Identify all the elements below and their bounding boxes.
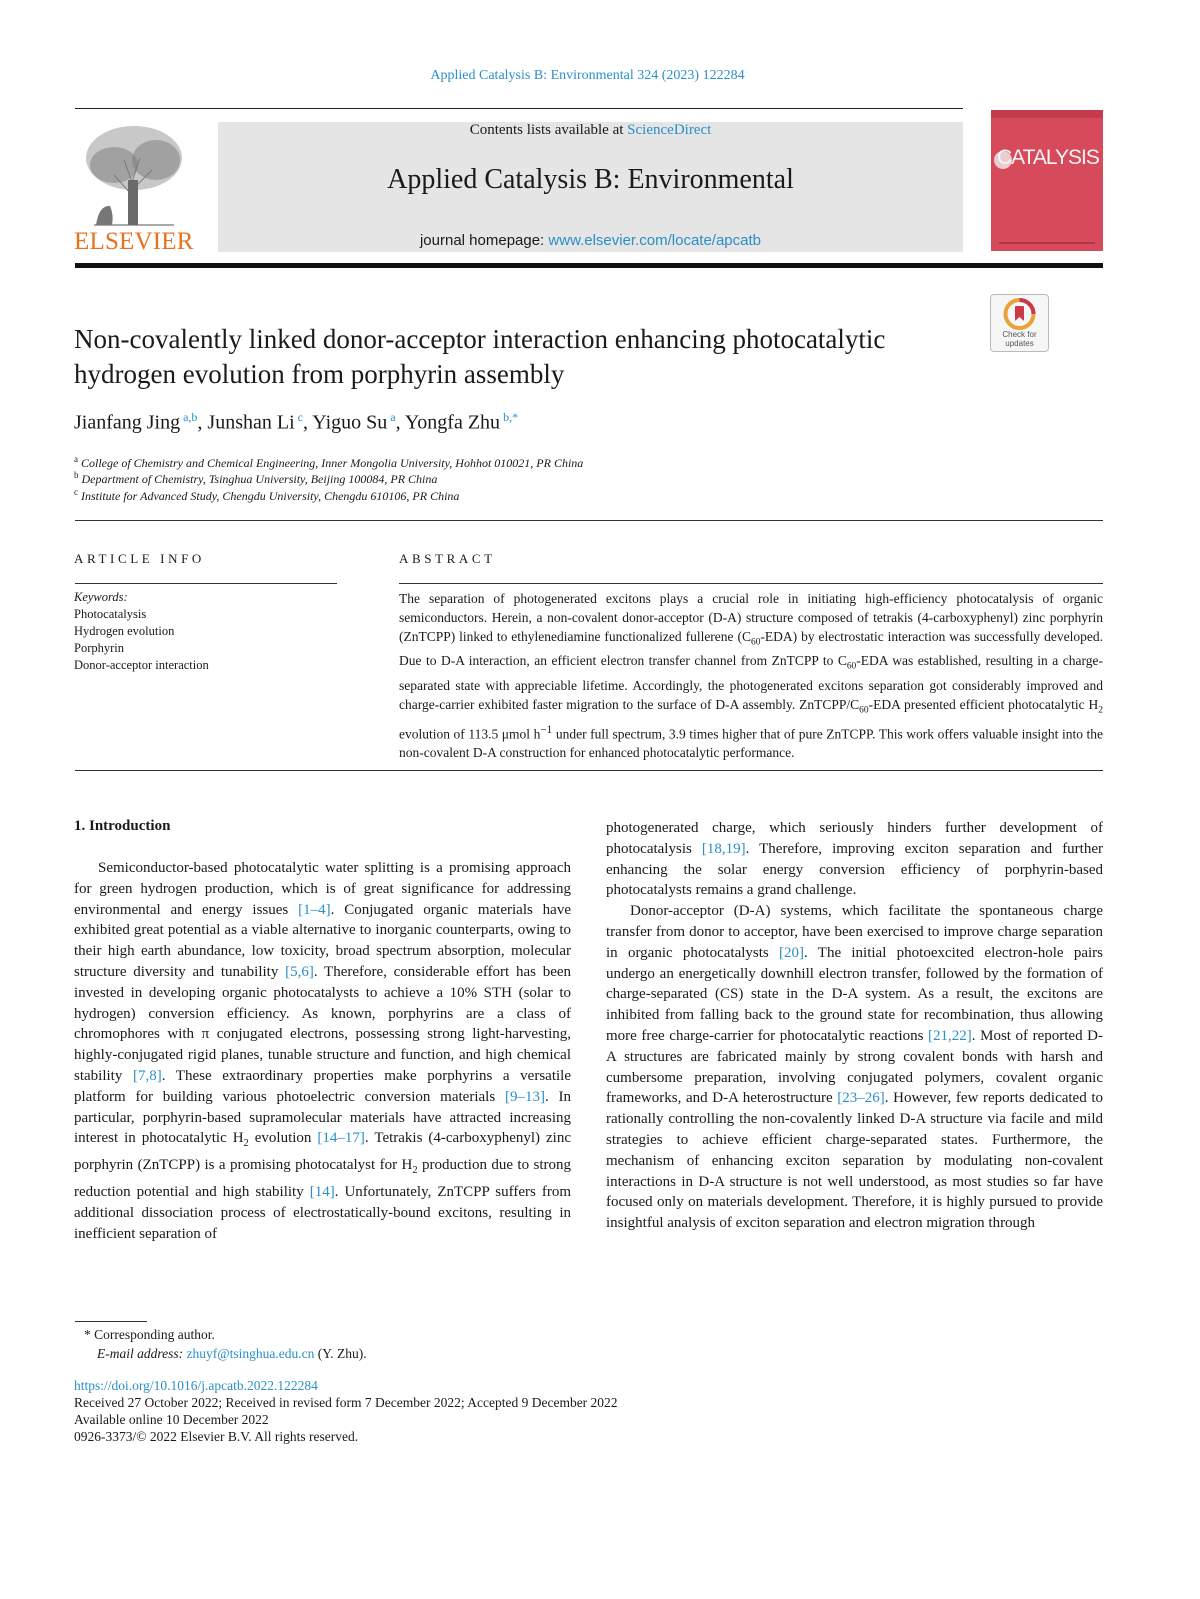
left-column	[74, 858, 571, 1244]
text-segment: . These extraordinary properties make porphyrins a versatile platform for building various photoelectric conversion materials	[74, 1067, 571, 1105]
author-list	[74, 410, 518, 435]
copyright: 0926-3373/© 2022 Elsevier B.V. All rights reserved.	[74, 1429, 359, 1444]
homepage-line	[218, 232, 963, 249]
affiliation-key: a	[74, 454, 78, 464]
cover-art-icon	[991, 110, 1103, 251]
received-dates: Received 27 October 2022; Received in revised form 7 December 2022; Accepted 9 December 2022	[74, 1395, 618, 1410]
contents-line	[218, 122, 963, 139]
text-segment: . Therefore, considerable effort has been invested in developing organic photocatalysts to achieve a 10% STH (solar to hydrogen) conversion efficiency. As known, porphyrins are a class of chromophores with π conjugated electrons, possessing strong light-harvesting, highly-conjugated rigid planes, tunable structure and function, and high chemical stability	[74, 963, 572, 1084]
article-meta	[74, 1377, 618, 1445]
keyword: Donor-acceptor interaction	[74, 658, 209, 672]
text-segment: Semiconductor-based photocatalytic water splitting is a promising approach for green hydrogen production, which is of great significance for addressing environmental and energy issues	[74, 860, 571, 918]
affiliation-key: b	[74, 470, 79, 480]
abstract-heading: ABSTRACT	[399, 551, 496, 566]
body-paragraph	[74, 858, 571, 1244]
abstract-segment: -EDA was established, resulting in a charge-separated state with appreciable lifetime. Accordingly, the photogenerated excitons separation got considerably improved and charge-carrier exhibited faster migration to the surface of D-A assembly. ZnTCPP/C	[399, 653, 1103, 712]
affiliation-c	[74, 487, 459, 504]
journal-banner	[218, 122, 963, 252]
article-title	[74, 322, 974, 392]
text-segment: . Conjugated organic materials have exhibited great potential as a viable alternative to inorganic counterparts, owing to their high earth abundance, low toxicity, broad spectrum absorption, molecular structure diversity and tunability	[74, 901, 571, 980]
text-segment: . Unfortunately, ZnTCPP suffers from additional dissociation process of electrostatically-bound excitons, resulting in inefficient separation of	[74, 1183, 571, 1242]
text-segment: . Therefore, improving exciton separation and further enhancing the solar energy conversion efficiency of porphyrin-based photocatalysts remains a grand challenge.	[606, 840, 1103, 899]
author-name[interactable]: Jianfang Jing	[74, 411, 181, 434]
running-head[interactable]: Applied Catalysis B: Environmental 324 (2023) 122284	[430, 68, 745, 83]
abstract-segment: The separation of photogenerated excitons plays a crucial role in initiating high-efficiency photocatalysis of organic semiconductors. Herein, a non-covalent donor-acceptor (D-A) structure composed of tetrakis (4-carboxyphenyl) zinc porphyrin (ZnTCPP) linked to ethylenediamine functionalized fullerene (C	[399, 591, 1103, 644]
citation-link[interactable]: [14]	[309, 1183, 335, 1200]
text-segment: production due to strong reduction potential and high stability	[74, 1157, 571, 1200]
sciencedirect-link[interactable]: ScienceDirect	[627, 122, 712, 138]
article-info-heading: ARTICLE INFO	[74, 551, 205, 566]
author-separator: ,	[395, 411, 405, 434]
author-name[interactable]: Yiguo Su	[312, 411, 388, 434]
available-online: Available online 10 December 2022	[74, 1412, 269, 1427]
abstract-segment: under full spectrum, 3.9 times higher that of pure ZnTCPP. This work offers valuable insight into the non-covalent D-A construction for enhanced photocatalytic performance.	[399, 726, 1104, 760]
homepage-prefix: journal homepage:	[419, 232, 549, 249]
affiliation-text: Institute for Advanced Study, Chengdu University, Chengdu 610106, PR China	[81, 489, 460, 503]
author-affiliation-marker[interactable]: a,b	[180, 410, 198, 424]
abstract-subscript: 60	[846, 662, 857, 673]
abstract-segment: evolution of 113.5 μmol h	[399, 726, 541, 741]
email-suffix: (Y. Zhu).	[314, 1346, 367, 1361]
abstract-rule	[399, 583, 1103, 584]
text-segment: . Tetrakis (4-carboxyphenyl) zinc porphyrin (ZnTCPP) is a promising photocatalyst for H	[74, 1130, 571, 1174]
title-line-1: Non-covalently linked donor-acceptor interaction enhancing photocatalytic	[74, 324, 886, 354]
email-label: E-mail address:	[97, 1346, 187, 1361]
check-for-updates-button[interactable]	[990, 294, 1049, 352]
author-affiliation-marker[interactable]: b,*	[500, 410, 519, 424]
text-segment: evolution	[248, 1130, 318, 1147]
affiliation-text: College of Chemistry and Chemical Engineering, Inner Mongolia University, Hohhot 010021, PR China	[81, 456, 584, 470]
keywords-label: Keywords:	[74, 590, 128, 604]
keyword: Photocatalysis	[74, 607, 147, 621]
citation-link[interactable]: [9–13]	[504, 1088, 545, 1105]
homepage-link[interactable]: www.elsevier.com/locate/apcatb	[548, 232, 762, 249]
corresponding-author-note: * Corresponding author.	[84, 1327, 215, 1342]
citation-link[interactable]: [20]	[779, 944, 805, 961]
cover-title: CATALYSIS	[997, 146, 1099, 169]
footnote-rule	[75, 1321, 147, 1322]
text-segment: . In particular, porphyrin-based supramolecular materials have attracted increasing interest in photocatalytic H	[74, 1088, 571, 1147]
text-segment: Donor-acceptor (D-A) systems, which facilitate the spontaneous charge transfer from donor to acceptor, have been exercised to improve charge separation in organic photocatalysts	[606, 903, 1103, 961]
abstract-segment: -EDA presented efficient photocatalytic H	[868, 696, 1099, 712]
citation-link[interactable]: [14–17]	[317, 1130, 365, 1147]
crossmark-icon	[991, 297, 1048, 333]
citation-link[interactable]: [5,6]	[285, 963, 314, 980]
elsevier-tree-icon	[74, 120, 192, 228]
journal-title: Applied Catalysis B: Environmental	[387, 164, 794, 195]
text-segment: . However, few reports dedicated to rationally controlling the non-covalently linked D-A structure via facile and mild strategies to achieve efficient charge-separated states. Furthermore, the mechanism of enhancing exciton separation by modulating non-covalent interactions in D-A structure is not well understood, as most studies so far have focused only on materials development. Therefore, it is highly pursued to provide insightful analysis of exciton separation and electron migration through	[606, 1090, 1103, 1232]
author-separator: ,	[197, 411, 208, 434]
author-affiliation-marker[interactable]: c	[294, 410, 303, 424]
citation-link[interactable]: [23–26]	[837, 1090, 885, 1107]
doi-link[interactable]: https://doi.org/10.1016/j.apcatb.2022.122284	[74, 1378, 318, 1393]
email-line	[84, 1344, 367, 1363]
author-name[interactable]: Junshan Li	[207, 411, 295, 434]
abstract-segment: -EDA) by electrostatic interaction was successfully developed. Due to D-A interaction, an efficient electron transfer channel from ZnTCPP to C	[399, 628, 1103, 669]
author-name[interactable]: Yongfa Zhu	[404, 411, 501, 434]
divider	[75, 520, 1103, 521]
citation-link[interactable]: [21,22]	[928, 1027, 972, 1044]
body-paragraph	[606, 818, 1103, 901]
keyword: Hydrogen evolution	[74, 624, 175, 638]
citation-link[interactable]: [7,8]	[132, 1067, 162, 1084]
keywords-block	[74, 589, 209, 674]
author-separator: ,	[302, 411, 313, 434]
elsevier-wordmark: ELSEVIER	[74, 228, 194, 255]
contents-prefix: Contents lists available at	[469, 122, 628, 138]
introduction-heading: 1. Introduction	[74, 818, 171, 834]
email-link[interactable]: zhuyf@tsinghua.edu.cn	[186, 1346, 315, 1361]
subscript: 2	[243, 1138, 249, 1150]
text-segment: photogenerated charge, which seriously hinders further development of photocatalysis	[606, 820, 1103, 857]
abstract-subscript: 2	[1098, 705, 1103, 716]
footnote	[84, 1325, 367, 1363]
article-info-rule	[75, 583, 337, 584]
subscript: 2	[412, 1165, 418, 1177]
affiliation-a	[74, 454, 583, 471]
author-affiliation-marker[interactable]: a	[387, 410, 396, 424]
journal-cover[interactable]	[991, 110, 1103, 251]
abstract-superscript: −1	[540, 723, 553, 736]
crossmark-label: Check for updates	[1002, 330, 1037, 348]
keyword: Porphyrin	[74, 641, 124, 655]
header-rule	[75, 108, 963, 109]
abstract-subscript: 60	[859, 705, 869, 716]
abstract-text	[399, 590, 1103, 763]
text-segment: . The initial photoexcited electron-hole pairs undergo an energetically downhill electron transfer, followed by the formation of charge-separated (CS) state in the D-A system. As a result, the excitons are inhibited from falling back to the ground state for recombination, thus allowing more free charge-carrier for photocatalytic reactions	[606, 944, 1103, 1044]
elsevier-logo[interactable]	[74, 120, 194, 255]
affiliation-b	[74, 470, 437, 487]
text-segment: . Most of reported D-A structures are fabricated mainly by strong covalent bonds with harsh and cumbersome preparation, involving conjugated polymers, covalent organic frameworks, and D-A heterostructure	[606, 1027, 1103, 1107]
affiliation-text: Department of Chemistry, Tsinghua University, Beijing 100084, PR China	[81, 472, 438, 486]
masthead-rule	[75, 263, 1103, 268]
affiliation-key: c	[74, 487, 78, 497]
abstract-subscript: 60	[750, 637, 761, 648]
right-column	[606, 818, 1103, 1234]
citation-link[interactable]: [1–4]	[298, 901, 331, 918]
citation-link[interactable]: [18,19]	[701, 840, 746, 857]
title-line-2: hydrogen evolution from porphyrin assembly	[74, 359, 565, 389]
abstract-end-rule	[75, 770, 1103, 771]
body-paragraph	[606, 901, 1103, 1234]
